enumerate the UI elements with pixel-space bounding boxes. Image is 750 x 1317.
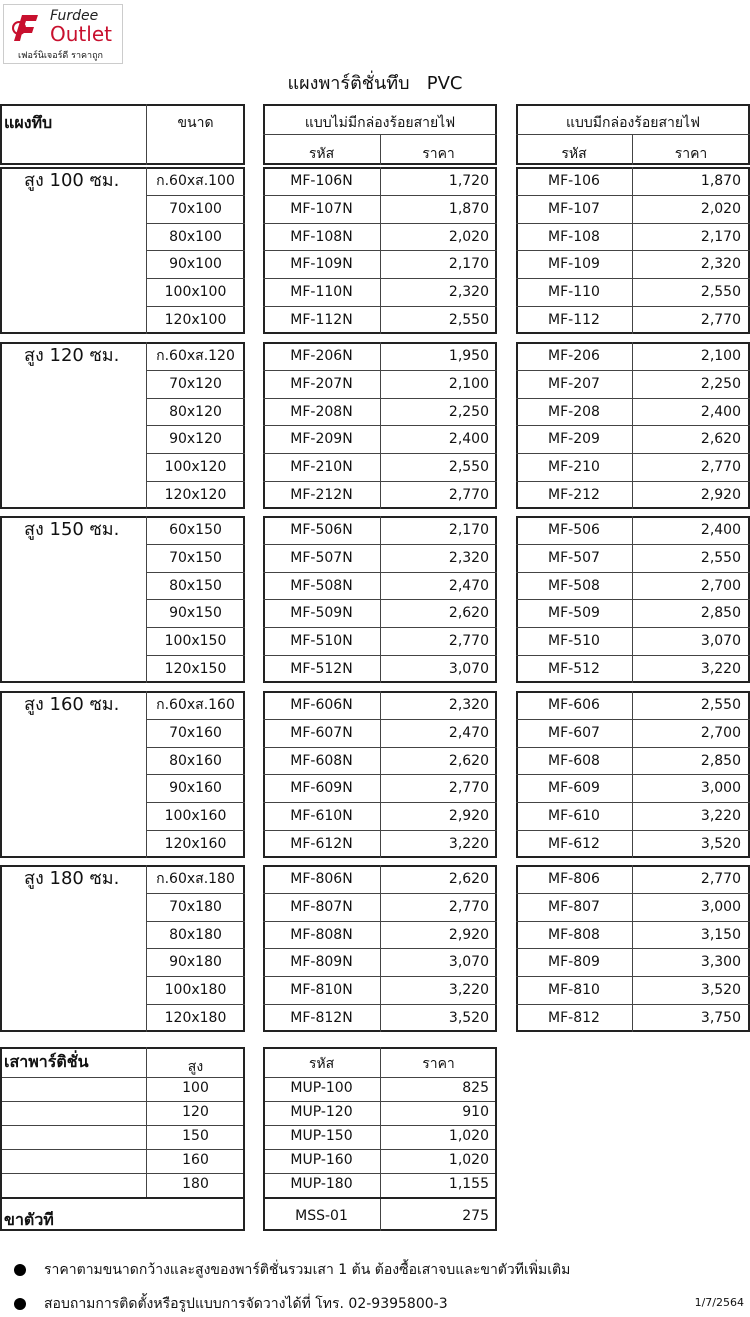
- post-height-cell: 180: [182, 1176, 209, 1192]
- code-b-cell: MF-808: [548, 927, 600, 943]
- foot-code: MSS-01: [295, 1208, 348, 1224]
- size-cell: 100x120: [164, 459, 227, 475]
- header-code-a: รหัส: [308, 146, 335, 162]
- size-cell: 90x160: [169, 780, 222, 796]
- price-b-cell: 3,220: [700, 808, 741, 824]
- code-b-cell: MF-509: [548, 605, 600, 621]
- size-cell: 80x100: [169, 229, 222, 245]
- post-code-cell: MUP-120: [290, 1104, 353, 1120]
- code-a-cell: MF-510N: [290, 633, 353, 649]
- group-height-label: สูง 160 ซม.: [24, 694, 120, 715]
- code-b-cell: MF-507: [548, 550, 600, 566]
- price-b-cell: 2,400: [700, 404, 741, 420]
- code-b-cell: MF-508: [548, 578, 600, 594]
- price-a-cell: 3,070: [448, 661, 489, 677]
- code-a-cell: MF-509N: [290, 605, 353, 621]
- price-b-cell: 2,700: [700, 578, 741, 594]
- post-price-cell: 1,020: [448, 1152, 489, 1168]
- size-cell: 80x120: [169, 404, 222, 420]
- price-b-cell: 2,550: [700, 550, 741, 566]
- company-logo: [3, 4, 123, 64]
- size-cell: 80x180: [169, 927, 222, 943]
- code-b-cell: MF-609: [548, 780, 600, 796]
- code-b-cell: MF-212: [548, 487, 600, 503]
- code-a-cell: MF-212N: [290, 487, 353, 503]
- code-a-cell: MF-210N: [290, 459, 353, 475]
- size-cell: 70x120: [169, 376, 222, 392]
- page-title: แผงพาร์ติชั่นทึบ PVC: [287, 73, 463, 94]
- code-b-cell: MF-106: [548, 173, 600, 189]
- price-b-cell: 2,850: [700, 605, 741, 621]
- post-price-cell: 1,155: [448, 1176, 489, 1192]
- code-b-cell: MF-108: [548, 229, 600, 245]
- code-b-cell: MF-207: [548, 376, 600, 392]
- price-a-cell: 2,320: [448, 550, 489, 566]
- code-a-cell: MF-610N: [290, 808, 353, 824]
- size-cell: 120x180: [164, 1010, 227, 1026]
- price-a-cell: 2,170: [448, 256, 489, 272]
- code-a-cell: MF-810N: [290, 982, 353, 998]
- size-cell: 120x150: [164, 661, 227, 677]
- size-cell: 90x120: [169, 431, 222, 447]
- posts-code-label: รหัส: [308, 1056, 335, 1072]
- code-b-cell: MF-107: [548, 201, 600, 217]
- code-b-cell: MF-209: [548, 431, 600, 447]
- post-price-cell: 825: [462, 1080, 489, 1096]
- code-b-cell: MF-607: [548, 725, 600, 741]
- size-cell: 90x150: [169, 605, 222, 621]
- price-b-cell: 2,250: [700, 376, 741, 392]
- code-b-cell: MF-608: [548, 753, 600, 769]
- code-a-cell: MF-506N: [290, 522, 353, 538]
- code-a-cell: MF-507N: [290, 550, 353, 566]
- header-with-box: แบบมีกล่องร้อยสายไฟ: [565, 115, 701, 131]
- post-code-cell: MUP-160: [290, 1152, 353, 1168]
- code-a-cell: MF-608N: [290, 753, 353, 769]
- posts-price-label: ราคา: [422, 1056, 455, 1072]
- size-cell: ก.60xส.120: [156, 348, 235, 364]
- price-a-cell: 1,720: [448, 173, 489, 189]
- size-cell: 80x160: [169, 753, 222, 769]
- code-a-cell: MF-107N: [290, 201, 353, 217]
- code-a-cell: MF-606N: [290, 697, 353, 713]
- size-cell: 100x100: [164, 284, 227, 300]
- code-b-cell: MF-110: [548, 284, 600, 300]
- group-height-label: สูง 120 ซม.: [24, 345, 120, 366]
- price-b-cell: 2,550: [700, 697, 741, 713]
- code-a-cell: MF-806N: [290, 871, 353, 887]
- code-b-cell: MF-612: [548, 836, 600, 852]
- price-b-cell: 2,770: [700, 871, 741, 887]
- code-a-cell: MF-812N: [290, 1010, 353, 1026]
- price-b-cell: 1,870: [700, 173, 741, 189]
- price-b-cell: 3,750: [700, 1010, 741, 1026]
- price-b-cell: 3,520: [700, 836, 741, 852]
- note-1: [14, 1259, 570, 1281]
- header-price-a: ราคา: [422, 146, 455, 162]
- price-a-cell: 2,550: [448, 459, 489, 475]
- code-b-cell: MF-606: [548, 697, 600, 713]
- group-height-label: สูง 100 ซม.: [24, 170, 120, 191]
- price-b-cell: 3,150: [700, 927, 741, 943]
- size-cell: 70x100: [169, 201, 222, 217]
- header-no-box: แบบไม่มีกล่องร้อยสายไฟ: [304, 115, 456, 131]
- code-b-cell: MF-807: [548, 899, 600, 915]
- price-a-cell: 2,470: [448, 725, 489, 741]
- code-b-cell: MF-809: [548, 954, 600, 970]
- group-height-label: สูง 180 ซม.: [24, 868, 120, 889]
- size-cell: 90x180: [169, 954, 222, 970]
- posts-height-label: สูง: [187, 1059, 204, 1075]
- post-code-cell: MUP-180: [290, 1176, 353, 1192]
- price-b-cell: 2,100: [700, 348, 741, 364]
- price-b-cell: 3,220: [700, 661, 741, 677]
- code-a-cell: MF-109N: [290, 256, 353, 272]
- header-price-b: ราคา: [674, 146, 708, 162]
- header-panel: แผงทึบ: [4, 113, 53, 132]
- size-cell: 120x100: [164, 312, 227, 328]
- price-b-cell: 2,770: [700, 459, 741, 475]
- price-a-cell: 2,620: [448, 871, 489, 887]
- code-a-cell: MF-108N: [290, 229, 353, 245]
- note-1-text: ราคาตามขนาดกว้างและสูงของพาร์ติชั่นรวมเสา 1 ต้น ต้องซื้อเสาจบและขาตัวทีเพิ่มเติม: [44, 1262, 571, 1278]
- code-a-cell: MF-508N: [290, 578, 353, 594]
- price-b-cell: 2,020: [700, 201, 741, 217]
- code-b-cell: MF-206: [548, 348, 600, 364]
- post-code-cell: MUP-150: [290, 1128, 353, 1144]
- price-a-cell: 2,100: [448, 376, 489, 392]
- price-b-cell: 2,400: [700, 522, 741, 538]
- code-a-cell: MF-206N: [290, 348, 353, 364]
- price-a-cell: 2,620: [448, 605, 489, 621]
- code-b-cell: MF-208: [548, 404, 600, 420]
- post-height-cell: 100: [182, 1080, 209, 1096]
- price-b-cell: 2,320: [700, 256, 741, 272]
- size-cell: 120x120: [164, 487, 227, 503]
- bullet-icon: [14, 1264, 26, 1276]
- size-cell: 70x160: [169, 725, 222, 741]
- size-cell: 70x180: [169, 899, 222, 915]
- price-a-cell: 2,320: [448, 697, 489, 713]
- date-stamp: 1/7/2564: [694, 1296, 744, 1309]
- price-b-cell: 2,700: [700, 725, 741, 741]
- price-a-cell: 3,520: [448, 1010, 489, 1026]
- price-b-cell: 2,620: [700, 431, 741, 447]
- price-a-cell: 3,070: [448, 954, 489, 970]
- code-a-cell: MF-612N: [290, 836, 353, 852]
- price-b-cell: 3,300: [700, 954, 741, 970]
- size-cell: 90x100: [169, 256, 222, 272]
- logo-furdee-text: Furdee: [50, 8, 99, 24]
- price-a-cell: 2,550: [448, 312, 489, 328]
- price-a-cell: 2,320: [448, 284, 489, 300]
- price-a-cell: 2,250: [448, 404, 489, 420]
- logo-subtitle: เฟอร์นิเจอร์ดี ราคาถูก: [18, 51, 103, 61]
- size-cell: 70x150: [169, 550, 222, 566]
- price-b-cell: 3,070: [700, 633, 741, 649]
- header-size: ขนาด: [177, 115, 214, 131]
- price-b-cell: 2,850: [700, 753, 741, 769]
- note-2: [14, 1293, 448, 1315]
- code-a-cell: MF-607N: [290, 725, 353, 741]
- code-b-cell: MF-506: [548, 522, 600, 538]
- price-b-cell: 2,550: [700, 284, 741, 300]
- price-a-cell: 2,920: [448, 808, 489, 824]
- price-a-cell: 2,620: [448, 753, 489, 769]
- code-a-cell: MF-208N: [290, 404, 353, 420]
- code-a-cell: MF-512N: [290, 661, 353, 677]
- price-a-cell: 1,950: [448, 348, 489, 364]
- code-b-cell: MF-112: [548, 312, 600, 328]
- post-price-cell: 1,020: [448, 1128, 489, 1144]
- code-a-cell: MF-106N: [290, 173, 353, 189]
- code-a-cell: MF-809N: [290, 954, 353, 970]
- posts-title: เสาพาร์ติชั่น: [4, 1052, 89, 1071]
- code-b-cell: MF-810: [548, 982, 600, 998]
- price-a-cell: 2,170: [448, 522, 489, 538]
- code-b-cell: MF-109: [548, 256, 600, 272]
- code-b-cell: MF-610: [548, 808, 600, 824]
- price-b-cell: 3,520: [700, 982, 741, 998]
- size-cell: 100x180: [164, 982, 227, 998]
- size-cell: 120x160: [164, 836, 227, 852]
- price-b-cell: 3,000: [700, 780, 741, 796]
- code-b-cell: MF-210: [548, 459, 600, 475]
- header-code-b: รหัส: [561, 146, 587, 162]
- price-a-cell: 2,470: [448, 578, 489, 594]
- price-b-cell: 2,170: [700, 229, 741, 245]
- foot-price: 275: [462, 1208, 489, 1224]
- group-height-label: สูง 150 ซม.: [24, 519, 120, 540]
- price-a-cell: 2,020: [448, 229, 489, 245]
- code-a-cell: MF-609N: [290, 780, 353, 796]
- price-a-cell: 2,770: [448, 899, 489, 915]
- code-a-cell: MF-110N: [290, 284, 353, 300]
- price-a-cell: 1,870: [448, 201, 489, 217]
- bullet-icon: [14, 1298, 26, 1310]
- code-a-cell: MF-209N: [290, 431, 353, 447]
- code-a-cell: MF-808N: [290, 927, 353, 943]
- post-code-cell: MUP-100: [290, 1080, 353, 1096]
- code-a-cell: MF-207N: [290, 376, 353, 392]
- note-2-text: สอบถามการติดตั้งหรือรูปแบบการจัดวางได้ที่ โทร. 02-9395800-3: [44, 1296, 448, 1312]
- post-height-cell: 160: [182, 1152, 209, 1168]
- code-b-cell: MF-812: [548, 1010, 600, 1026]
- logo-outlet-text: Outlet: [50, 22, 112, 46]
- price-a-cell: 2,920: [448, 927, 489, 943]
- foot-label: ขาตัวที: [4, 1210, 54, 1229]
- code-b-cell: MF-512: [548, 661, 600, 677]
- price-b-cell: 2,770: [700, 312, 741, 328]
- post-price-cell: 910: [462, 1104, 489, 1120]
- price-a-cell: 2,400: [448, 431, 489, 447]
- size-cell: 60x150: [169, 522, 222, 538]
- price-a-cell: 3,220: [448, 836, 489, 852]
- code-b-cell: MF-806: [548, 871, 600, 887]
- size-cell: 80x150: [169, 578, 222, 594]
- code-a-cell: MF-807N: [290, 899, 353, 915]
- post-height-cell: 120: [182, 1104, 209, 1120]
- size-cell: ก.60xส.180: [156, 871, 235, 887]
- size-cell: ก.60xส.100: [156, 173, 235, 189]
- price-b-cell: 3,000: [700, 899, 741, 915]
- price-a-cell: 2,770: [448, 780, 489, 796]
- code-b-cell: MF-510: [548, 633, 600, 649]
- price-b-cell: 2,920: [700, 487, 741, 503]
- size-cell: ก.60xส.160: [156, 697, 235, 713]
- price-a-cell: 2,770: [448, 633, 489, 649]
- price-a-cell: 2,770: [448, 487, 489, 503]
- size-cell: 100x160: [164, 808, 227, 824]
- size-cell: 100x150: [164, 633, 227, 649]
- furdee-logo-icon: [10, 11, 40, 45]
- price-a-cell: 3,220: [448, 982, 489, 998]
- code-a-cell: MF-112N: [290, 312, 353, 328]
- post-height-cell: 150: [182, 1128, 209, 1144]
